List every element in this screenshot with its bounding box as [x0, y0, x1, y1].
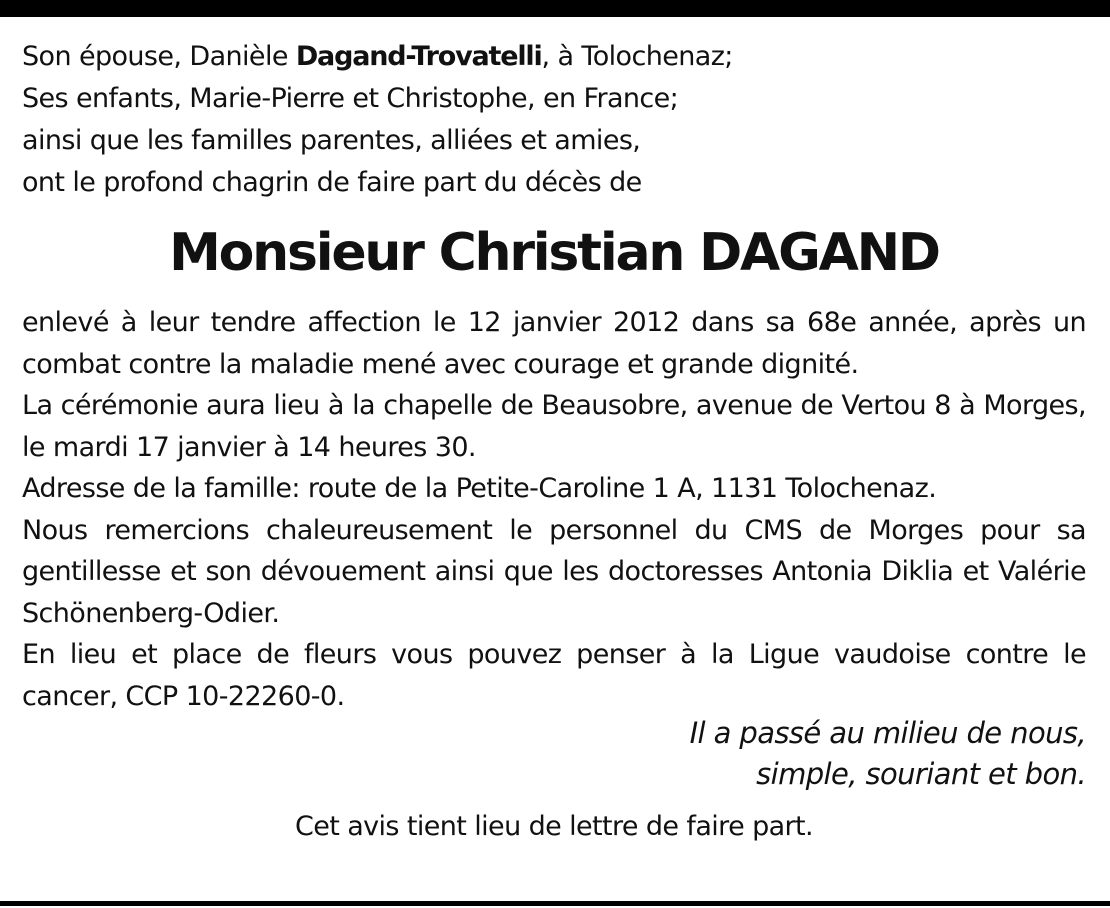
- spouse-text-before: Son épouse, Danièle: [22, 41, 296, 72]
- top-border-rule: [0, 0, 1110, 17]
- paragraph-ceremony: La cérémonie aura lieu à la chapelle de Beausobre, avenue de Vertou 8 à Morges, le mardi 17 janvier à 14 heures 30.: [22, 390, 1086, 463]
- obituary-notice: [22, 36, 1086, 847]
- motto-line-1: Il a passé au milieu de nous,: [689, 716, 1086, 750]
- bottom-border-rule: [0, 901, 1110, 906]
- deceased-name-heading: Monsieur Christian DAGAND: [169, 223, 939, 283]
- intro-line-children: Ses enfants, Marie-Pierre et Christophe, en France;: [22, 83, 679, 114]
- memorial-motto: [22, 713, 1086, 795]
- intro-line-announcement: ont le profond chagrin de faire part du décès de: [22, 167, 642, 198]
- spouse-surname: Dagand-Trovatelli: [295, 41, 542, 72]
- paragraph-thanks: Nous remercions chaleureusement le personnel du CMS de Morges pour sa gentillesse et son dévouement ainsi que les doctoresses Antonia Diklia et Valérie Schönenberg-Odier.: [22, 514, 1086, 629]
- closing-note: Cet avis tient lieu de lettre de faire part.: [294, 811, 814, 842]
- intro-line-families: ainsi que les familles parentes, alliées et amies,: [22, 125, 641, 156]
- paragraph-passing: enlevé à leur tendre affection le 12 janvier 2012 dans sa 68e année, après un combat contre la maladie mené avec courage et grande dignité.: [22, 307, 1086, 380]
- paragraph-family-address: Adresse de la famille: route de la Petite-Caroline 1 A, 1131 Tolochenaz.: [22, 473, 937, 504]
- motto-line-2: simple, souriant et bon.: [756, 757, 1086, 791]
- intro-line-spouse: [22, 36, 1086, 78]
- spouse-text-after: , à Tolochenaz;: [541, 41, 733, 72]
- paragraph-donation: En lieu et place de fleurs vous pouvez penser à la Ligue vaudoise contre le cancer, CCP 10-22260-0.: [22, 639, 1086, 712]
